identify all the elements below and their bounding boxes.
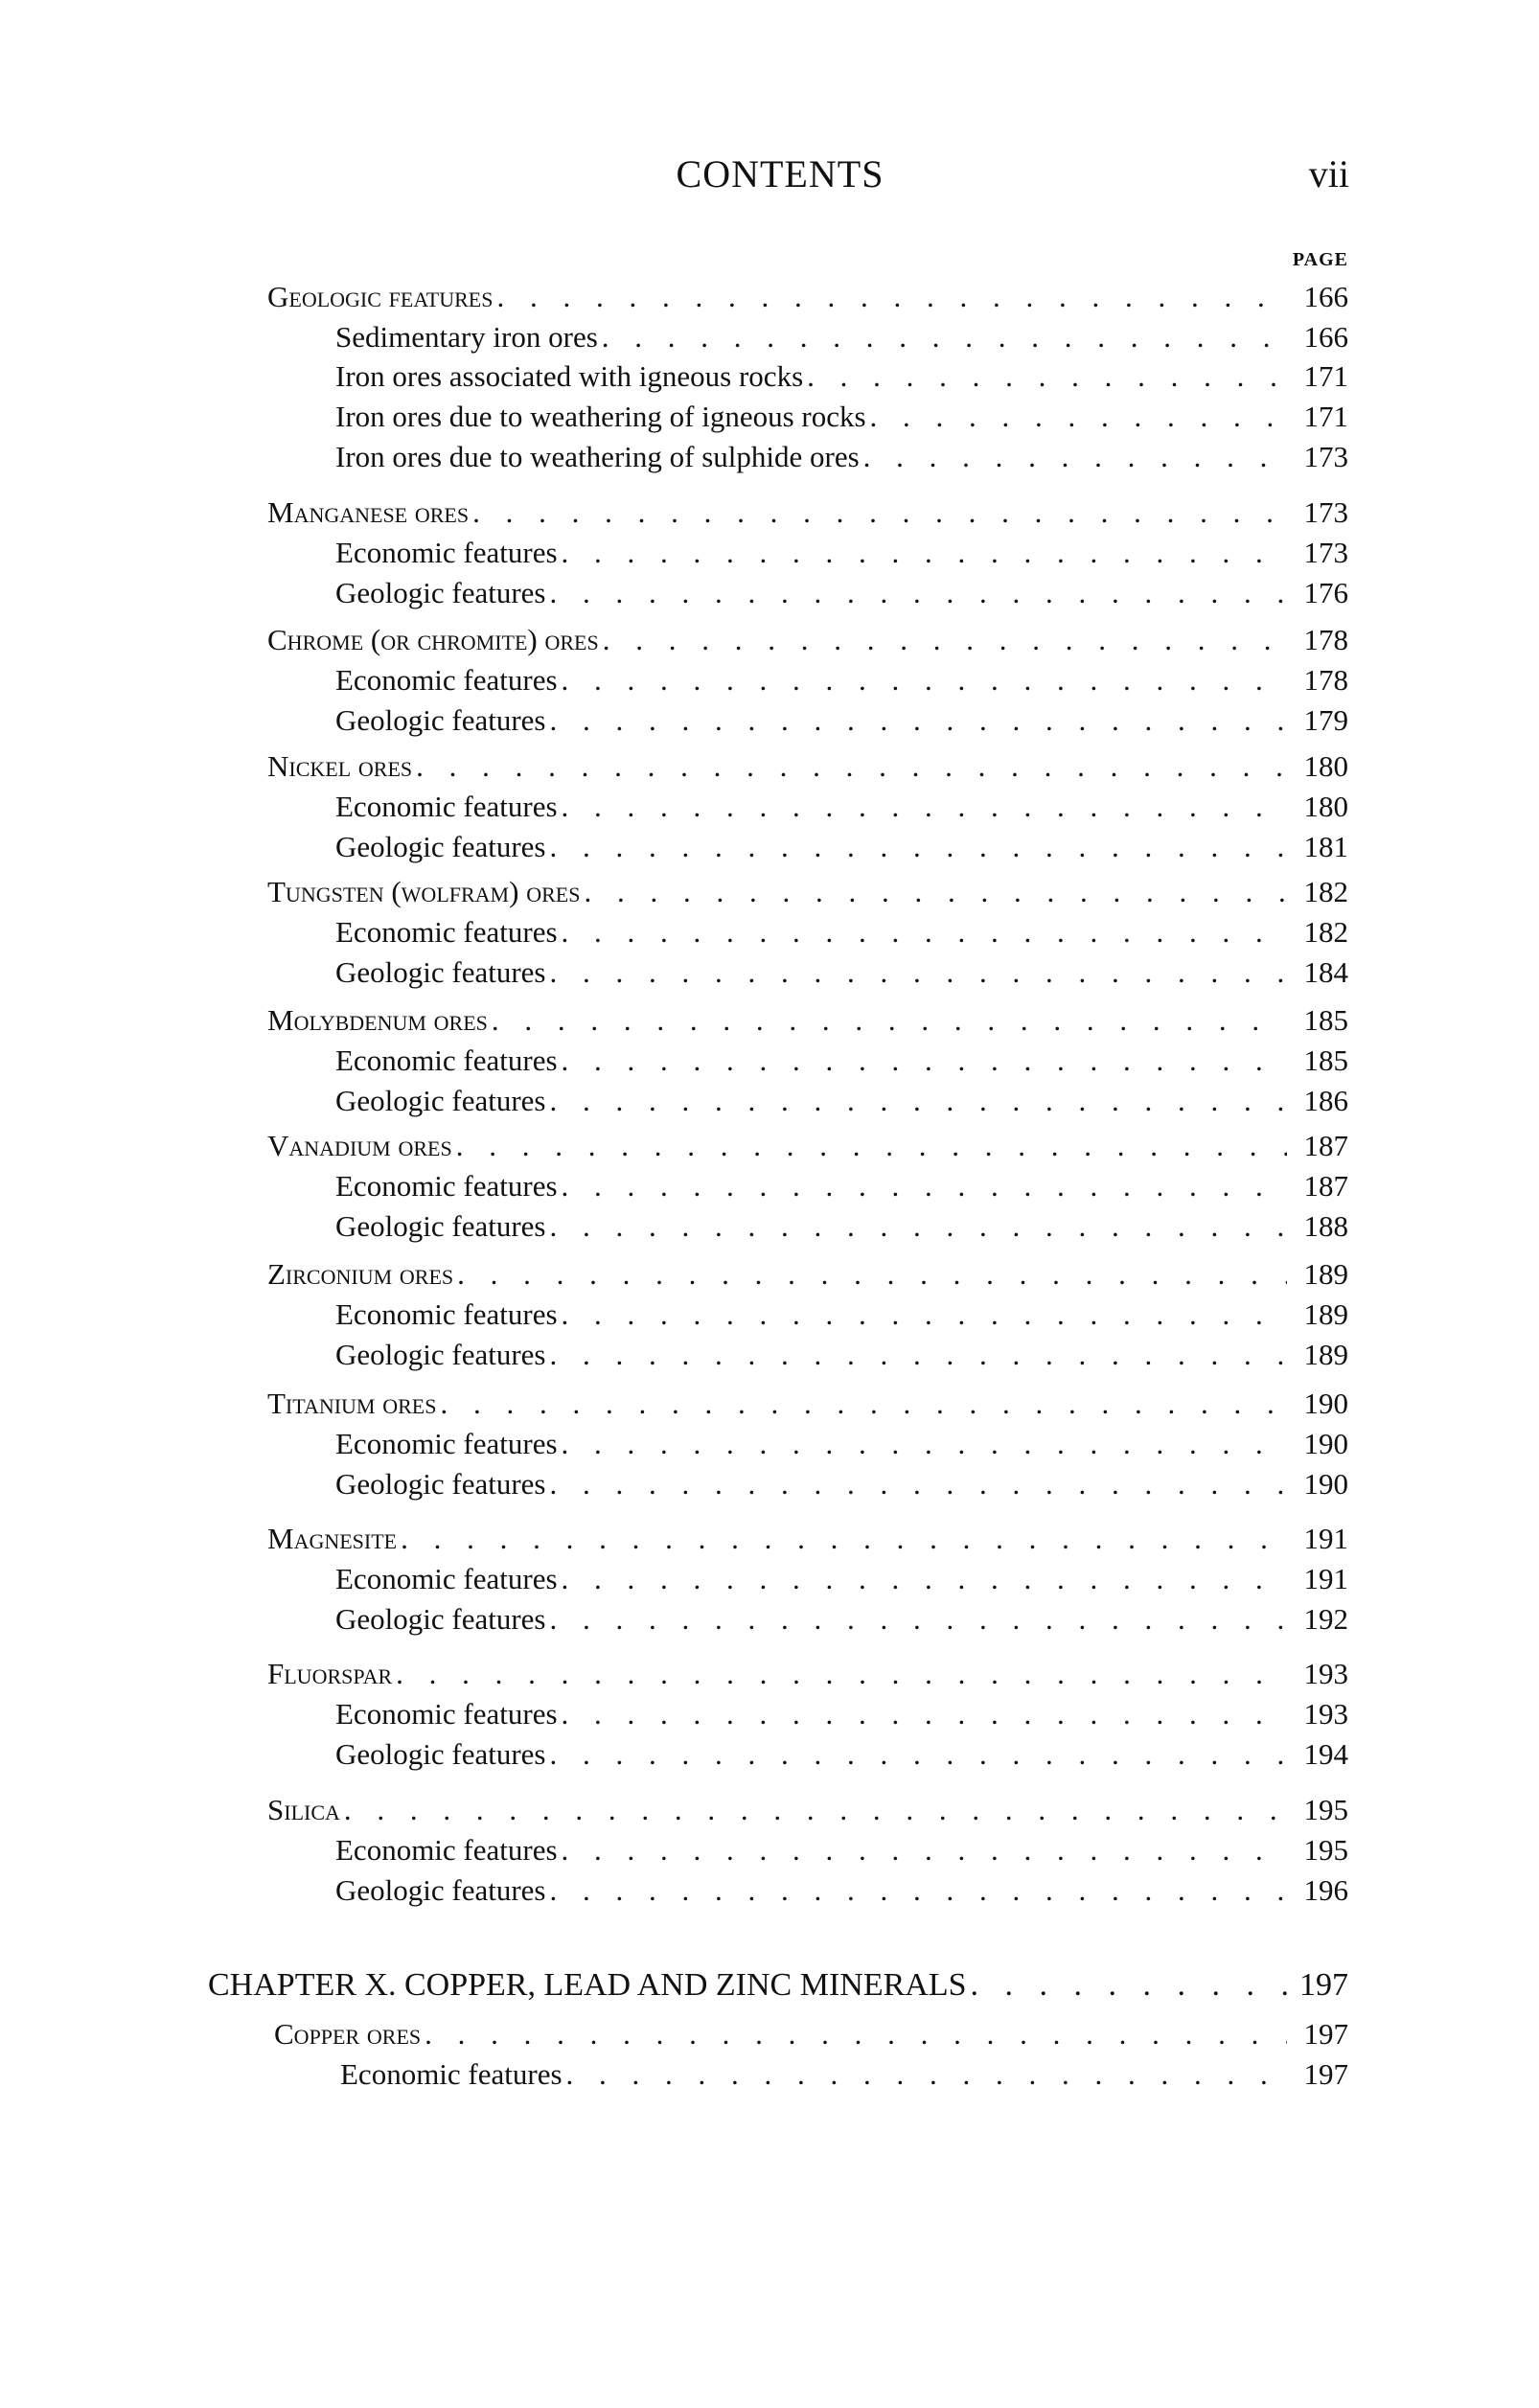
dot-leader: [863, 437, 1287, 477]
toc-entry-label: Economic features: [335, 1833, 558, 1867]
toc-entry-page: 176: [1303, 576, 1348, 609]
toc-entry: [267, 1384, 1348, 1424]
toc-entry-label: Economic features: [335, 915, 558, 949]
toc-entry-page: 190: [1303, 1387, 1348, 1420]
toc-entry: [340, 2054, 1348, 2095]
dot-leader: [492, 1000, 1287, 1041]
toc-entry-page: 187: [1303, 1129, 1348, 1162]
toc-entry-label: Economic features: [335, 1043, 558, 1077]
toc-entry-label: Fluorspar: [267, 1657, 393, 1690]
toc-entry-page: 194: [1303, 1737, 1348, 1771]
toc-entry: [267, 1000, 1348, 1041]
toc-entry: [335, 827, 1348, 867]
toc-entry: [335, 1464, 1348, 1504]
dot-leader: [425, 2014, 1287, 2054]
toc-entry-page: 184: [1303, 955, 1348, 989]
toc-entry-page: 171: [1303, 400, 1348, 433]
toc-entry-page: 196: [1303, 1873, 1348, 1907]
toc-entry: [335, 1335, 1348, 1375]
toc-entry-label: Geologic features: [335, 1602, 546, 1636]
dot-leader: [807, 356, 1287, 397]
toc-entry: [267, 277, 1348, 317]
dot-leader: [344, 1790, 1287, 1830]
dot-leader: [562, 1295, 1287, 1335]
dot-leader: [562, 1694, 1287, 1734]
toc-entry-label: Geologic features: [335, 1209, 546, 1243]
toc-entry-label: CHAPTER X. COPPER, LEAD AND ZINC MINERALS: [208, 1967, 967, 2003]
toc-entry: [335, 317, 1348, 357]
toc-entry: [335, 1295, 1348, 1335]
toc-entry-label: Geologic features: [335, 1467, 546, 1501]
dot-leader: [549, 1464, 1287, 1504]
toc-entry-page: 173: [1303, 495, 1348, 529]
toc-entry-page: 197: [1303, 2017, 1348, 2051]
toc-entry-label: Iron ores due to weathering of igneous rocks: [335, 400, 866, 433]
dot-leader: [549, 1081, 1287, 1121]
dot-leader: [971, 1965, 1288, 2006]
toc-entry: [267, 1254, 1348, 1295]
toc-entry: [335, 952, 1348, 993]
toc-entry-label: Geologic features: [335, 1873, 546, 1907]
toc-entry: [335, 700, 1348, 741]
toc-entry: [335, 533, 1348, 573]
toc-entry: [267, 620, 1348, 660]
toc-entry-label: Economic features: [335, 1427, 558, 1460]
dot-leader: [562, 1424, 1287, 1464]
toc-entry: [335, 1559, 1348, 1599]
toc-entry-label: Geologic features: [335, 703, 546, 737]
toc-entry: [335, 787, 1348, 827]
toc-entry-label: Economic features: [335, 1562, 558, 1595]
toc-entry-page: 173: [1303, 536, 1348, 569]
toc-entry: [274, 2014, 1348, 2054]
dot-leader: [396, 1654, 1287, 1694]
dot-leader: [584, 872, 1287, 912]
toc-entry-page: 195: [1303, 1793, 1348, 1826]
toc-entry-label: Titanium ores: [267, 1387, 437, 1420]
toc-entry: [335, 356, 1348, 397]
dot-leader: [566, 2054, 1287, 2095]
toc-entry: [335, 1599, 1348, 1640]
toc-entry-page: 191: [1303, 1562, 1348, 1595]
dot-leader: [416, 746, 1287, 787]
toc-entry-page: 188: [1303, 1209, 1348, 1243]
dot-leader: [440, 1384, 1287, 1424]
toc-entry: [267, 1654, 1348, 1694]
toc-entry-page: 195: [1303, 1833, 1348, 1867]
toc-entry-label: Economic features: [335, 1697, 558, 1731]
toc-entry-page: 193: [1303, 1657, 1348, 1690]
toc-entry: [335, 660, 1348, 700]
dot-leader: [562, 660, 1287, 700]
dot-leader: [401, 1519, 1287, 1559]
toc-entry: [335, 1830, 1348, 1870]
toc-entry-label: Geologic features: [335, 955, 546, 989]
dot-leader: [562, 1559, 1287, 1599]
dot-leader: [456, 1126, 1287, 1166]
toc-entry: [335, 1166, 1348, 1206]
toc-entry-label: Geologic features: [335, 1737, 546, 1771]
page-number: vii: [1308, 152, 1349, 195]
toc-entry-label: Vanadium ores: [267, 1129, 452, 1162]
toc-entry: [267, 1790, 1348, 1830]
dot-leader: [602, 317, 1287, 357]
toc-entry-page: 185: [1303, 1043, 1348, 1077]
toc-entry-label: Economic features: [335, 663, 558, 697]
toc-entry-page: 182: [1303, 915, 1348, 949]
dot-leader: [562, 787, 1287, 827]
toc-entry-page: 171: [1303, 359, 1348, 393]
toc-entry-label: Copper ores: [274, 2017, 422, 2051]
dot-leader: [549, 827, 1287, 867]
dot-leader: [457, 1254, 1287, 1295]
dot-leader: [562, 533, 1287, 573]
toc-entry-label: Sedimentary iron ores: [335, 320, 598, 354]
toc-entry: [335, 573, 1348, 613]
dot-leader: [549, 573, 1287, 613]
toc-entry-label: Manganese ores: [267, 495, 470, 529]
toc-entry-page: 178: [1303, 663, 1348, 697]
dot-leader: [870, 397, 1287, 437]
toc-entry-page: 190: [1303, 1467, 1348, 1501]
dot-leader: [549, 1335, 1287, 1375]
toc-entry-label: Economic features: [335, 1169, 558, 1203]
toc-entry: [208, 1965, 1348, 2006]
toc-entry: [335, 1734, 1348, 1775]
toc-entry-label: Zirconium ores: [267, 1257, 454, 1291]
toc-entry: [335, 912, 1348, 952]
toc-entry-label: Geologic features: [335, 1338, 546, 1371]
toc-entry-label: Chrome (or chromite) ores: [267, 623, 599, 656]
toc-entry: [267, 872, 1348, 912]
toc-entry-label: Tungsten (wolfram) ores: [267, 875, 581, 908]
dot-leader: [549, 1870, 1287, 1911]
toc-entry: [267, 493, 1348, 533]
dot-leader: [472, 493, 1287, 533]
toc-entry: [267, 1519, 1348, 1559]
toc-entry-page: 180: [1303, 749, 1348, 783]
page-column-label: PAGE: [1292, 249, 1348, 270]
toc-entry-label: Geologic features: [335, 1084, 546, 1117]
toc-entry-page: 179: [1303, 703, 1348, 737]
dot-leader: [496, 277, 1287, 317]
toc-entry: [335, 1424, 1348, 1464]
toc-entry-label: Geologic features: [335, 830, 546, 863]
toc-entry-page: 192: [1303, 1602, 1348, 1636]
toc-entry-label: Geologic features: [267, 280, 494, 313]
toc-entry: [267, 746, 1348, 787]
toc-entry-page: 181: [1303, 830, 1348, 863]
toc-entry-page: 166: [1303, 320, 1348, 354]
toc-entry-label: Iron ores due to weathering of sulphide ores: [335, 440, 860, 473]
dot-leader: [549, 1734, 1287, 1775]
dot-leader: [549, 952, 1287, 993]
dot-leader: [562, 912, 1287, 952]
dot-leader: [549, 1206, 1287, 1247]
toc-entry: [335, 1206, 1348, 1247]
toc-entry: [335, 1081, 1348, 1121]
toc-entry-page: 186: [1303, 1084, 1348, 1117]
dot-leader: [603, 620, 1287, 660]
toc-entry-page: 185: [1303, 1003, 1348, 1037]
toc-entry-page: 193: [1303, 1697, 1348, 1731]
toc-entry: [335, 1694, 1348, 1734]
toc-entry-page: 197: [1303, 2057, 1348, 2091]
toc-entry-label: Economic features: [335, 536, 558, 569]
toc-entry-page: 180: [1303, 790, 1348, 823]
toc-entry-page: 178: [1303, 623, 1348, 656]
toc-entry-label: Geologic features: [335, 576, 546, 609]
toc-entry-label: Magnesite: [267, 1522, 398, 1555]
dot-leader: [562, 1041, 1287, 1081]
toc-entry-label: Economic features: [340, 2057, 563, 2091]
toc-entry-label: Nickel ores: [267, 749, 413, 783]
toc-entry-page: 182: [1303, 875, 1348, 908]
dot-leader: [562, 1166, 1287, 1206]
dot-leader: [549, 700, 1287, 741]
toc-entry-page: 189: [1303, 1257, 1348, 1291]
toc-entry: [335, 437, 1348, 477]
toc-entry-label: Iron ores associated with igneous rocks: [335, 359, 804, 393]
dot-leader: [562, 1830, 1287, 1870]
toc-entry-page: 166: [1303, 280, 1348, 313]
toc-entry: [335, 1041, 1348, 1081]
toc-entry-label: Silica: [267, 1793, 340, 1826]
page-title: CONTENTS: [676, 152, 884, 195]
toc-entry: [335, 397, 1348, 437]
toc-entry-page: 189: [1303, 1297, 1348, 1331]
toc-entry-page: 187: [1303, 1169, 1348, 1203]
dot-leader: [549, 1599, 1287, 1640]
toc-entry-page: 191: [1303, 1522, 1348, 1555]
toc-entry-label: Economic features: [335, 790, 558, 823]
toc-entry-page: 190: [1303, 1427, 1348, 1460]
toc-entry-page: 173: [1303, 440, 1348, 473]
toc-entry-label: Molybdenum ores: [267, 1003, 488, 1037]
toc-entry: [267, 1126, 1348, 1166]
toc-entry-page: 197: [1299, 1967, 1348, 2003]
toc-entry: [335, 1870, 1348, 1911]
toc-entry-label: Economic features: [335, 1297, 558, 1331]
toc-entry-page: 189: [1303, 1338, 1348, 1371]
